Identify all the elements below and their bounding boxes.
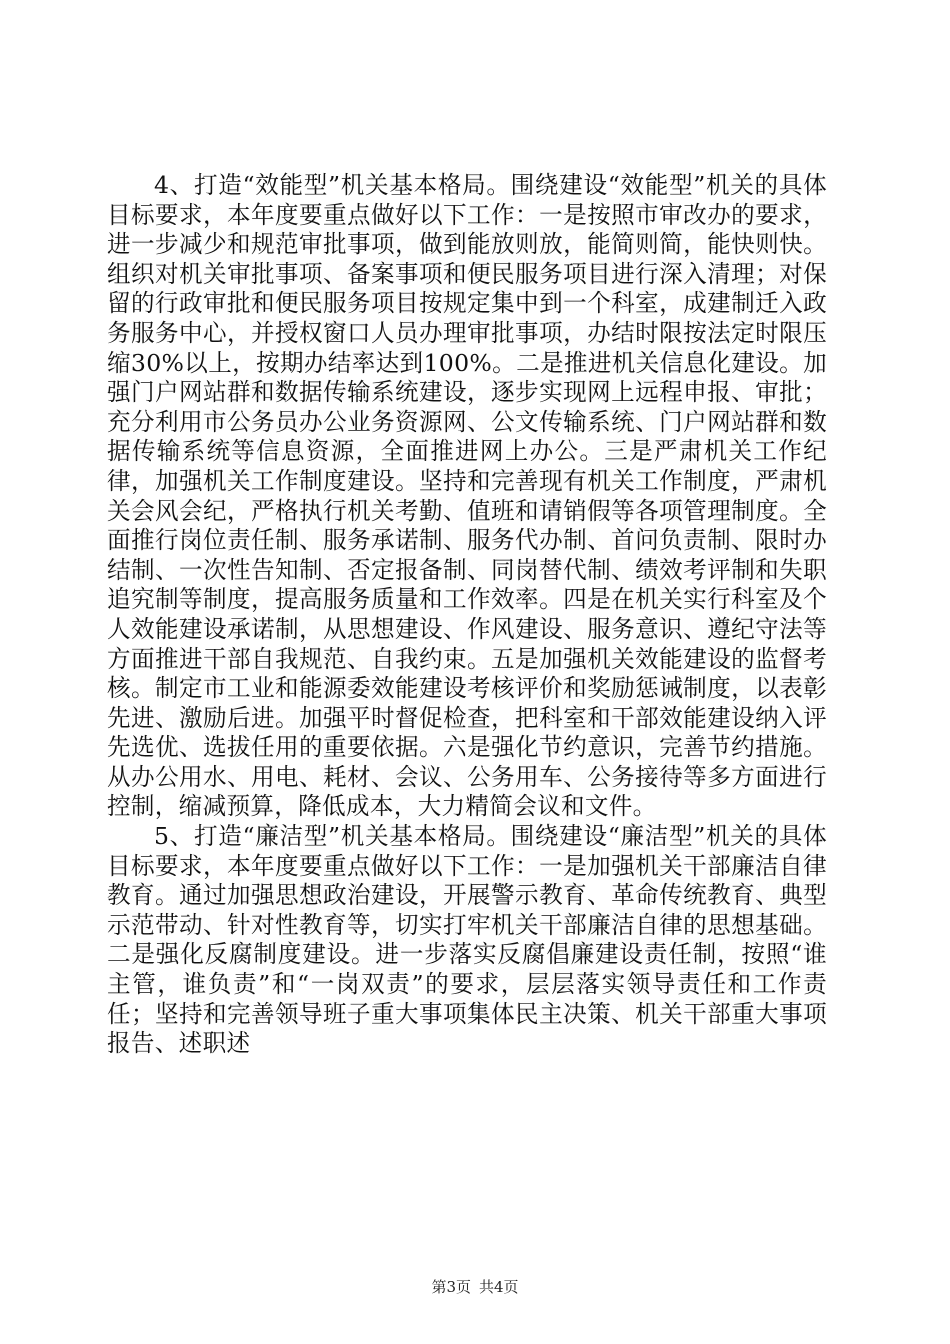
page-footer xyxy=(0,1277,950,1297)
paragraph-integrity: 5、打造“廉洁型”机关基本格局。围绕建设“廉洁型”机关的具体目标要求，本年度要重点做好以下工作：一是加强机关干部廉洁自律教育。通过加强思想政治建设，开展警示教育、革命传统教育、典型示范带动、针对性教育等，切实打牢机关干部廉洁自律的思想基础。二是强化反腐制度建设。进一步落实反腐倡廉建设责任制，按照“谁主管，谁负责”和“一岗双责”的要求，层层落实领导责任和工作责任；坚持和完善领导班子重大事项集体民主决策、机关干部重大事项报告、述职述 xyxy=(107,822,827,1058)
page-total: 共4页 xyxy=(479,1278,519,1296)
page-number: 第3页 xyxy=(431,1278,471,1296)
paragraph-efficiency: 4、打造“效能型”机关基本格局。围绕建设“效能型”机关的具体目标要求，本年度要重点做好以下工作：一是按照市审改办的要求，进一步减少和规范审批事项，做到能放则放，能简则简，能快则快。组织对机关审批事项、备案事项和便民服务项目进行深入清理；对保留的行政审批和便民服务项目按规定集中到一个科室，成建制迁入政务服务中心，并授权窗口人员办理审批事项，办结时限按法定时限压缩30%以上，按期办结率达到100%。二是推进机关信息化建设。加强门户网站群和数据传输系统建设，逐步实现网上远程申报、审批；充分利用市公务员办公业务资源网、公文传输系统、门户网站群和数据传输系统等信息资源，全面推进网上办公。三是严肃机关工作纪律，加强机关工作制度建设。坚持和完善现有机关工作制度，严肃机关会风会纪，严格执行机关考勤、值班和请销假等各项管理制度。全面推行岗位责任制、服务承诺制、服务代办制、首问负责制、限时办结制、一次性告知制、否定报备制、同岗替代制、绩效考评制和失职追究制等制度，提高服务质量和工作效率。四是在机关实行科室及个人效能建设承诺制，从思想建设、作风建设、服务意识、遵纪守法等方面推进干部自我规范、自我约束。五是加强机关效能建设的监督考核。制定市工业和能源委效能建设考核评价和奖励惩诫制度，以表彰先进、激励后进。加强平时督促检查，把科室和干部效能建设纳入评先选优、选拔任用的重要依据。六是强化节约意识，完善节约措施。从办公用水、用电、耗材、会议、公务用车、公务接待等多方面进行控制，缩减预算，降低成本，大力精简会议和文件。 xyxy=(107,171,827,821)
document-body xyxy=(107,171,827,1059)
